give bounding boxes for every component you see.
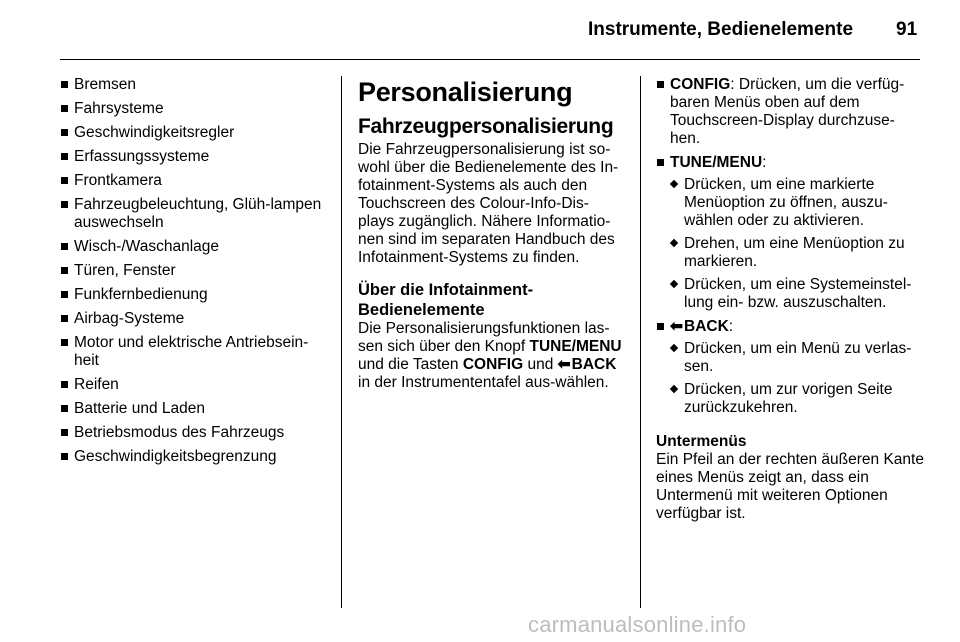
intro-paragraph: Die Fahrzeugpersonalisierung ist so-wohl über die Bedienelemente des In-fotainment-Systems als auch den Touchscreen des Colour-Info-Dis-plays zugänglich. Nähere Informatio-nen sind im separaten Handbuch des Infotainment-Systems zu finden. bbox=[358, 141, 619, 266]
label-colon: : bbox=[762, 154, 767, 171]
config-label: CONFIG bbox=[462, 356, 524, 373]
middle-column bbox=[358, 76, 624, 392]
list-item: Batterie und Laden bbox=[60, 400, 332, 418]
page-number: 91 bbox=[896, 19, 918, 40]
submenu-paragraph: Ein Pfeil an der rechten äußeren Kante eines Menüs zeigt an, dass ein Untermenü mit weiteren Optionen verfügbar ist. bbox=[656, 451, 924, 522]
topic-list bbox=[60, 76, 332, 466]
action-item: Drehen, um eine Menüoption zu markieren. bbox=[670, 235, 924, 271]
page-title: Instrumente, Bedienelemente bbox=[588, 19, 854, 40]
back-arrow-icon: ⬅ bbox=[557, 356, 571, 373]
label-colon: : bbox=[728, 318, 734, 335]
list-item: Funkfernbedienung bbox=[60, 286, 332, 304]
section-heading: Personalisierung bbox=[358, 77, 573, 107]
back-arrow-icon: ⬅ bbox=[670, 318, 683, 335]
right-column bbox=[656, 76, 924, 523]
back-actions bbox=[670, 340, 924, 417]
back-item bbox=[656, 318, 924, 417]
controls-text: in der Instrumententafel aus-wählen. bbox=[358, 374, 609, 391]
subsection-heading: Fahrzeugpersonalisierung bbox=[358, 115, 614, 138]
list-item: Wisch-/Waschanlage bbox=[60, 238, 332, 256]
config-item bbox=[656, 76, 924, 148]
action-item: Drücken, um eine Systemeinstel-lung ein- bzw. auszuschalten. bbox=[670, 276, 924, 312]
tune-menu-item bbox=[656, 154, 924, 312]
action-item: Drücken, um ein Menü zu verlas-sen. bbox=[670, 340, 924, 376]
tune-menu-label: TUNE/MENU bbox=[670, 154, 763, 171]
column-divider bbox=[341, 76, 342, 608]
list-item: Fahrzeugbeleuchtung, Glüh-lampen auswechseln bbox=[60, 196, 332, 232]
controls-paragraph bbox=[358, 320, 624, 392]
list-item: Fahrsysteme bbox=[60, 100, 332, 118]
list-item: Motor und elektrische Antriebsein-heit bbox=[60, 334, 332, 370]
list-item: Betriebsmodus des Fahrzeugs bbox=[60, 424, 332, 442]
list-item: Erfassungssysteme bbox=[60, 148, 332, 166]
column-divider bbox=[640, 76, 641, 608]
controls-text: und bbox=[523, 356, 558, 373]
controls-heading: Über die Infotainment-Bedienelemente bbox=[358, 281, 534, 319]
control-list bbox=[656, 76, 924, 417]
list-item: Geschwindigkeitsregler bbox=[60, 124, 332, 142]
list-item: Reifen bbox=[60, 376, 332, 394]
list-item: Frontkamera bbox=[60, 172, 332, 190]
tune-menu-actions bbox=[670, 176, 924, 312]
action-item: Drücken, um eine markierte Menüoption zu öffnen, auszu-wählen oder zu aktivieren. bbox=[670, 176, 924, 230]
list-item: Bremsen bbox=[60, 76, 332, 94]
submenu-heading: Untermenüs bbox=[656, 433, 747, 450]
left-column bbox=[60, 76, 332, 472]
header-divider bbox=[60, 59, 920, 60]
list-item: Airbag-Systeme bbox=[60, 310, 332, 328]
watermark: carmanualsonline.info bbox=[528, 612, 747, 637]
action-item: Drücken, um zur vorigen Seite zurückzukehren. bbox=[670, 381, 924, 417]
controls-text: und die Tasten bbox=[358, 356, 463, 373]
config-description: : Drücken, um die verfüg-baren Menüs oben auf dem Touchscreen-Display durchzuse-hen. bbox=[670, 76, 905, 147]
config-label: CONFIG bbox=[670, 76, 731, 93]
list-item: Geschwindigkeitsbegrenzung bbox=[60, 448, 332, 466]
tune-menu-label: TUNE/MENU bbox=[529, 338, 622, 355]
page-header bbox=[0, 0, 960, 62]
controls-text: Die Personalisierungsfunktionen las-sen sich über den Knopf bbox=[358, 320, 610, 355]
back-label: BACK bbox=[684, 318, 729, 335]
back-label: BACK bbox=[571, 356, 617, 373]
list-item: Türen, Fenster bbox=[60, 262, 332, 280]
